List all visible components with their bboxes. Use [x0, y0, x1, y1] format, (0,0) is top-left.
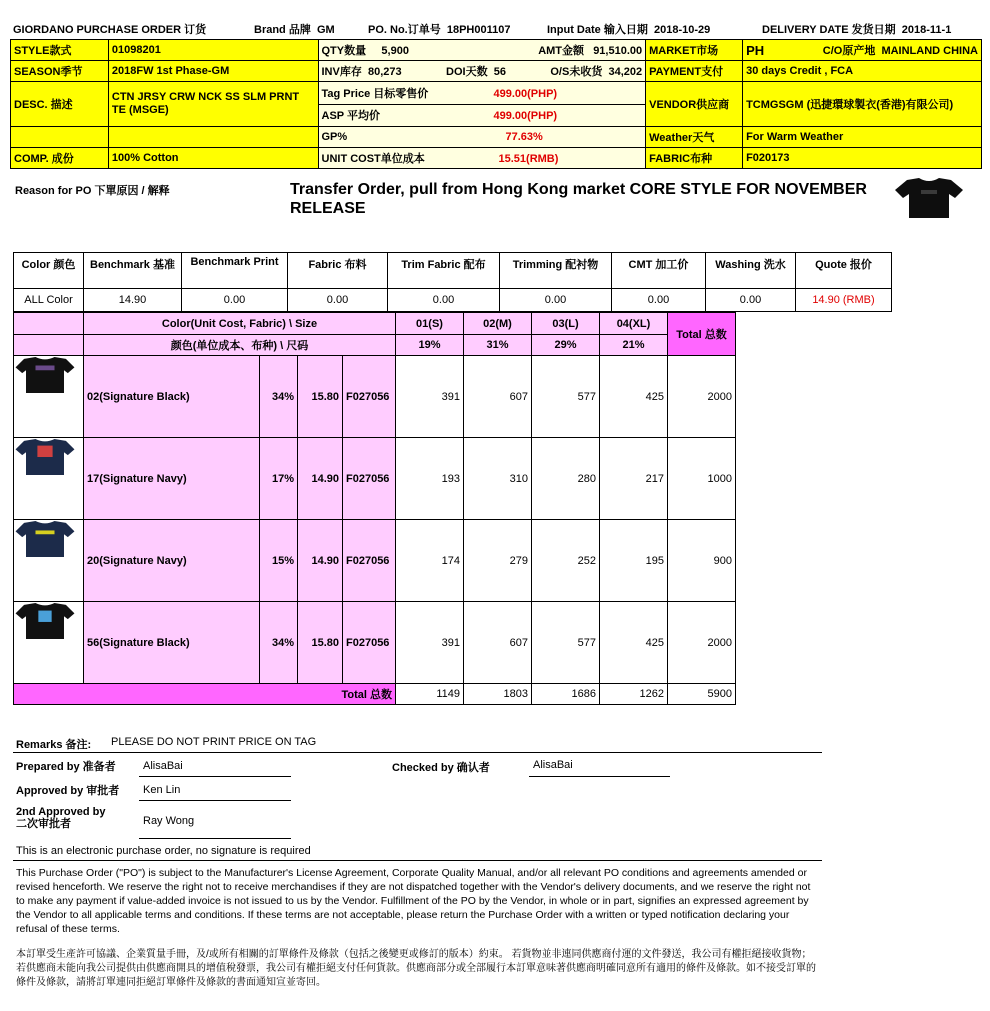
cost-value-cell: ALL Color [14, 289, 84, 312]
row-qty-cell: 607 [464, 356, 532, 438]
delivery-date-value: 2018-11-1 [901, 24, 952, 36]
total-header-cell: Total 总数 [668, 313, 736, 356]
input-date-field [547, 21, 710, 37]
row-color-cell: 20(Signature Navy) [84, 520, 260, 602]
blank-value [108, 127, 318, 148]
signature-line [529, 776, 670, 777]
product-image-cell [14, 520, 84, 602]
gp-value: 77.63% [505, 131, 543, 143]
tshirt-print [37, 446, 52, 457]
row-qty-cell: 577 [532, 356, 600, 438]
total-row-cell: 1686 [532, 684, 600, 705]
comp-label: COMP. 成份 [11, 148, 109, 169]
second-approved-label [16, 806, 105, 830]
table-row [14, 356, 736, 438]
co-field [823, 42, 978, 58]
total-row-cell: 1262 [600, 684, 668, 705]
size-header-cell: 01(S) [396, 313, 464, 335]
brand-value: GM [316, 24, 335, 36]
season-label: SEASON季节 [11, 61, 109, 82]
tag-price-label: Tag Price 目标零售价 [321, 87, 429, 100]
row-color-cell: 17(Signature Navy) [84, 438, 260, 520]
size-header-cell: 04(XL) [600, 313, 668, 335]
fabric-value: F020173 [743, 148, 982, 169]
total-row-label: Total 总数 [14, 684, 396, 705]
row-cost-cell: 15.80 [298, 602, 343, 684]
amt-value: 91,510.00 [593, 45, 643, 57]
color-header-cn: 颜色(单位成本、布种) \ 尺码 [84, 335, 396, 356]
desc-label: DESC. 描述 [11, 82, 109, 127]
cost-header-cell: Washing 洗水 [706, 253, 796, 289]
cost-header-cell: Benchmark 基准 [84, 253, 182, 289]
cost-value-cell: 0.00 [706, 289, 796, 312]
payment-label: PAYMENT支付 [646, 61, 743, 82]
row-pct-cell: 34% [260, 602, 298, 684]
size-header-row [14, 313, 736, 335]
cost-value-cell: 0.00 [182, 289, 288, 312]
po-number-value: 18PH001107 [446, 24, 511, 36]
unit-cost-label: UNIT COST单位成本 [321, 153, 425, 165]
po-number-field [368, 21, 510, 37]
total-row-cell: 5900 [668, 684, 736, 705]
fabric-label: FABRIC布种 [646, 148, 743, 169]
approved-by-label: Approved by 审批者 [16, 785, 120, 797]
cost-header-row [14, 253, 892, 289]
size-header-cell: 03(L) [532, 313, 600, 335]
row-qty-cell: 391 [396, 356, 464, 438]
remarks-value: PLEASE DO NOT PRINT PRICE ON TAG [111, 736, 317, 748]
image-header-cell [14, 335, 84, 356]
terms-chinese: 本訂單受生產許可協議、企業質量手冊，及/或所有相關的訂單條件及條款（包括之後變更或修訂的版本）約束。 若貨物並非連同供應商付運的文件發送，我公司有權拒絕接收貨物；若供應商未能向我公司提供由供應商開具的增值稅發票，我公司有權拒絕支付任何貨款。供應商部分或全部履行本訂單意味著供應商明確同意所有適用的條件及條款。如不接受訂單的條件及條款，請將訂單連同拒絕訂單條件及條款的書面通知宣並寄回。 [16, 949, 816, 988]
size-pct-cell: 19% [396, 335, 464, 356]
tshirt-print [36, 530, 55, 534]
row-fabric-cell: F027056 [343, 356, 396, 438]
row-pct-cell: 17% [260, 438, 298, 520]
row-total-cell: 900 [668, 520, 736, 602]
signature-line [139, 800, 291, 801]
payment-value: 30 days Credit , FCA [743, 61, 982, 82]
qty-value: 5,900 [381, 45, 409, 57]
row-qty-cell: 310 [464, 438, 532, 520]
asp-value: 499.00(PHP) [493, 110, 558, 123]
tshirt-image [14, 438, 76, 476]
cost-header-cell: CMT 加工价 [612, 253, 706, 289]
co-label: C/O原产地 [822, 45, 876, 57]
market-value: PH [746, 42, 765, 58]
second-approved-value: Ray Wong [143, 815, 195, 827]
prepared-by-value: AlisaBai [143, 760, 183, 772]
cost-value-cell: 0.00 [612, 289, 706, 312]
size-pct-cell: 21% [600, 335, 668, 356]
product-image-cell [14, 602, 84, 684]
os-label: O/S未收货 [550, 66, 603, 78]
row-qty-cell: 174 [396, 520, 464, 602]
season-value: 2018FW 1st Phase-GM [108, 61, 318, 82]
weather-value: For Warm Weather [743, 127, 982, 148]
style-value: 01098201 [108, 40, 318, 61]
reason-label: Reason for PO 下單原因 / 解释 [15, 185, 170, 197]
po-info-grid [10, 39, 982, 169]
input-date-label: Input Date 输入日期 [547, 24, 648, 36]
cost-breakdown-table [13, 252, 892, 312]
image-header-cell [14, 313, 84, 335]
vendor-value: TCMGSGM (迅捷環球製衣(香港)有限公司) [743, 82, 982, 127]
tshirt-body [16, 357, 75, 393]
row-qty-cell: 217 [600, 438, 668, 520]
os-field [550, 63, 642, 79]
reason-text: Transfer Order, pull from Hong Kong market CORE STYLE FOR NOVEMBER RELEASE [290, 181, 867, 217]
market-co-cell [743, 40, 982, 61]
qty-amt-cell [318, 40, 646, 61]
cost-value-row [14, 289, 892, 312]
product-thumbnail-image [893, 176, 965, 220]
style-label: STYLE款式 [11, 40, 109, 61]
row-cost-cell: 14.90 [298, 520, 343, 602]
row-qty-cell: 425 [600, 602, 668, 684]
inv-field [322, 63, 402, 79]
row-qty-cell: 252 [532, 520, 600, 602]
asp-cell [318, 104, 646, 127]
row-cost-cell: 15.80 [298, 356, 343, 438]
inv-value: 80,273 [367, 66, 402, 78]
row-qty-cell: 195 [600, 520, 668, 602]
cost-header-cell: Trimming 配衬物 [500, 253, 612, 289]
tshirt-body [16, 521, 75, 557]
approved-by-value: Ken Lin [143, 784, 181, 796]
total-row-cell: 1149 [396, 684, 464, 705]
row-cost-cell: 14.90 [298, 438, 343, 520]
po-number-label: PO. No.订单号 [368, 24, 441, 36]
tshirt-image [14, 356, 76, 394]
inv-doi-os-cell [318, 61, 646, 82]
market-label: MARKET市场 [646, 40, 743, 61]
remarks-label: Remarks 备注: [16, 739, 92, 751]
os-value: 34,202 [608, 66, 643, 78]
delivery-date-field [762, 21, 951, 37]
electronic-note: This is an electronic purchase order, no signature is required [16, 845, 311, 857]
po-company-title: GIORDANO PURCHASE ORDER 订货 [13, 24, 207, 36]
brand-label: Brand 品牌 [254, 24, 311, 36]
desc-value: CTN JRSY CRW NCK SS SLM PRNT TE (MSGE) [108, 82, 318, 127]
row-total-cell: 1000 [668, 438, 736, 520]
gp-label: GP% [321, 131, 348, 143]
amt-field [538, 42, 642, 58]
asp-label: ASP 平均价 [321, 110, 380, 123]
doi-value: 56 [493, 66, 506, 78]
doi-field [446, 63, 506, 79]
inv-label: INV库存 [321, 66, 362, 78]
row-total-cell: 2000 [668, 356, 736, 438]
divider [13, 752, 822, 753]
tshirt-image [14, 602, 76, 640]
cost-header-cell: Benchmark Print [182, 253, 288, 289]
second-approved-label-en: 2nd Approved by [16, 806, 106, 818]
row-pct-cell: 15% [260, 520, 298, 602]
product-image-cell [14, 438, 84, 520]
row-color-cell: 56(Signature Black) [84, 602, 260, 684]
row-qty-cell: 391 [396, 602, 464, 684]
size-header-cell: 02(M) [464, 313, 532, 335]
weather-label: Weather天气 [646, 127, 743, 148]
delivery-date-label: DELIVERY DATE 发货日期 [762, 24, 896, 36]
row-qty-cell: 607 [464, 602, 532, 684]
row-fabric-cell: F027056 [343, 602, 396, 684]
signature-line [139, 838, 291, 839]
quote-value-cell: 14.90 (RMB) [796, 289, 892, 312]
tag-price-cell [318, 82, 646, 105]
size-pct-cell: 31% [464, 335, 532, 356]
amt-label: AMT金额 [538, 45, 585, 57]
qty-label: QTY数量 [321, 45, 367, 57]
gp-cell [318, 127, 646, 148]
row-qty-cell: 280 [532, 438, 600, 520]
row-fabric-cell: F027056 [343, 520, 396, 602]
cost-header-cell: Fabric 布料 [288, 253, 388, 289]
blank-label [11, 127, 109, 148]
cost-header-cell: Quote 报价 [796, 253, 892, 289]
unit-cost-value: 15.51(RMB) [498, 153, 559, 165]
row-pct-cell: 34% [260, 356, 298, 438]
tshirt-print [38, 611, 51, 622]
qty-field [322, 42, 409, 58]
total-row-cell: 1803 [464, 684, 532, 705]
unit-cost-cell [318, 148, 646, 169]
cost-header-cell: Trim Fabric 配布 [388, 253, 500, 289]
terms-english: This Purchase Order ("PO") is subject to the Manufacturer's License Agreement, Corporate Quality Manual, and/or all relevant PO conditions and agreements amended or revised henceforth. We reserve the right not to receive merchandises if they are not dispatched together with the Vendor's delivery documents, and we reserve the right not to make any payment if value-added invoice is not issued to us by the Vendor. Fulfillment of the PO by the Vendor, in whole or in part, signifies an expressed agreement by the Vendor to all applicable terms and conditions. If these terms are not acceptable, please return the Purchase Order with a written or typed notification declaring your refusal of these terms. [16, 867, 811, 935]
row-qty-cell: 279 [464, 520, 532, 602]
row-qty-cell: 193 [396, 438, 464, 520]
row-fabric-cell: F027056 [343, 438, 396, 520]
tshirt-print [36, 366, 55, 371]
row-qty-cell: 577 [532, 602, 600, 684]
row-total-cell: 2000 [668, 602, 736, 684]
table-row [14, 438, 736, 520]
color-header-en: Color(Unit Cost, Fabric) \ Size [84, 313, 396, 335]
doi-label: DOI天数 [446, 66, 488, 78]
co-value: MAINLAND CHINA [881, 45, 978, 57]
cost-value-cell: 14.90 [84, 289, 182, 312]
product-image-cell [14, 356, 84, 438]
size-pct-row [14, 335, 736, 356]
row-qty-cell: 425 [600, 356, 668, 438]
size-quantity-table [13, 312, 736, 705]
cost-value-cell: 0.00 [500, 289, 612, 312]
prepared-by-label: Prepared by 准备者 [16, 761, 116, 773]
input-date-value: 2018-10-29 [653, 24, 711, 36]
brand-field [254, 21, 335, 37]
signature-line [139, 776, 291, 777]
cost-value-cell: 0.00 [388, 289, 500, 312]
tshirt-image [14, 520, 76, 558]
second-approved-label-cn: 二次审批者 [16, 818, 71, 830]
checked-by-value: AlisaBai [533, 759, 573, 771]
comp-value: 100% Cotton [108, 148, 318, 169]
size-pct-cell: 29% [532, 335, 600, 356]
checked-by-label: Checked by 确认者 [392, 762, 490, 774]
cost-header-cell: Color 颜色 [14, 253, 84, 289]
size-total-row [14, 684, 736, 705]
tag-price-value: 499.00(PHP) [493, 87, 558, 100]
row-color-cell: 02(Signature Black) [84, 356, 260, 438]
table-row [14, 520, 736, 602]
divider [13, 860, 822, 861]
vendor-label: VENDOR供应商 [646, 82, 743, 127]
cost-value-cell: 0.00 [288, 289, 388, 312]
table-row [14, 602, 736, 684]
